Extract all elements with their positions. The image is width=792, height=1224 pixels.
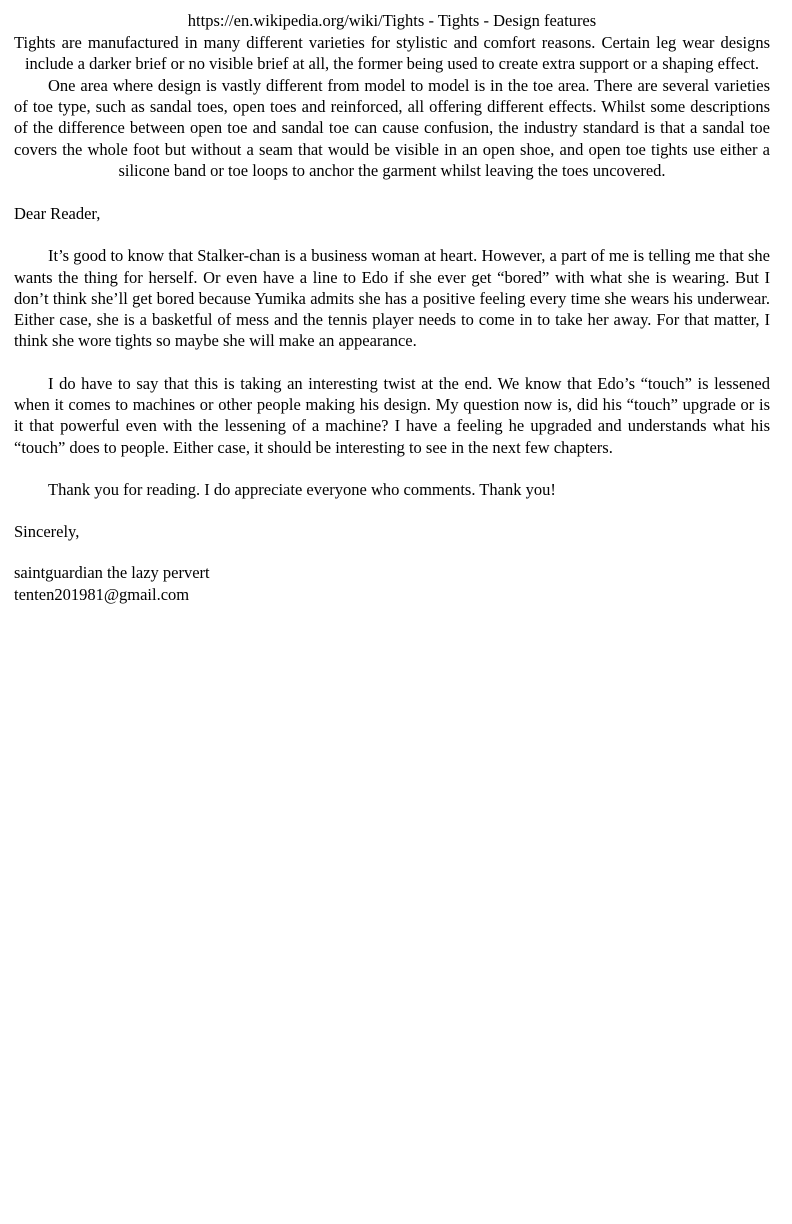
spacer [14,542,770,562]
signature-name: saintguardian the lazy pervert [14,563,210,583]
spacer [14,352,770,373]
letter-salutation: Dear Reader, [14,204,101,224]
letter-section [14,203,770,605]
body-paragraph-2: One area where design is vastly different from model to model is in the toe area. There are several varieties of toe type, such as sandal toes, open toes and reinforced, all offering different effects. Whilst some descriptions of the difference between open toe and sandal toe can cause confusion, the industry standard is that a sandal toe covers the whole foot but without a seam that would be visible in an open shoe, and open toe tights use either a silicone band or toe loops to anchor the garment whilst leaving the toes uncovered. [14,75,770,180]
letter-paragraph-1: It’s good to know that Stalker-chan is a business woman at heart. However, a part of me is telling me that she wants the thing for herself. Or even have a line to Edo if she ever get “bored” with what she is wearing. But I don’t think she’ll get bored because Yumika admits she has a positive feeling every time she wears his underwear. Either case, she is a basketful of mess and the tennis player needs to come in to take her away. For that matter, I think she wore tights so maybe she will make an appearance. [14,246,770,351]
body-paragraph-1: Tights are manufactured in many different varieties for stylistic and comfort reasons. Certain leg wear designs include a darker brief or no visible brief at all, the former being used to create extra support or a shaping effect. [14,33,770,74]
letter-closing: Sincerely, [14,522,80,542]
spacer [14,458,770,479]
spacer [14,500,770,521]
signature-email: tenten201981@gmail.com [14,584,190,604]
letter-paragraph-2: I do have to say that this is taking an interesting twist at the end. We know that Edo’s “touch” is lessened when it comes to machines or other people making his design. My question now is, did his “touch” upgrade or is it that powerful even with the lessening of a machine? I have a feeling he upgraded and understands what his “touch” does to people. Either case, it should be interesting to see in the next few chapters. [14,373,770,457]
letter-paragraph-3: Thank you for reading. I do appreciate everyone who comments. Thank you! [48,479,556,499]
spacer [14,224,770,245]
page-header-url: https://en.wikipedia.org/wiki/Tights - Tights - Design features [187,11,597,30]
